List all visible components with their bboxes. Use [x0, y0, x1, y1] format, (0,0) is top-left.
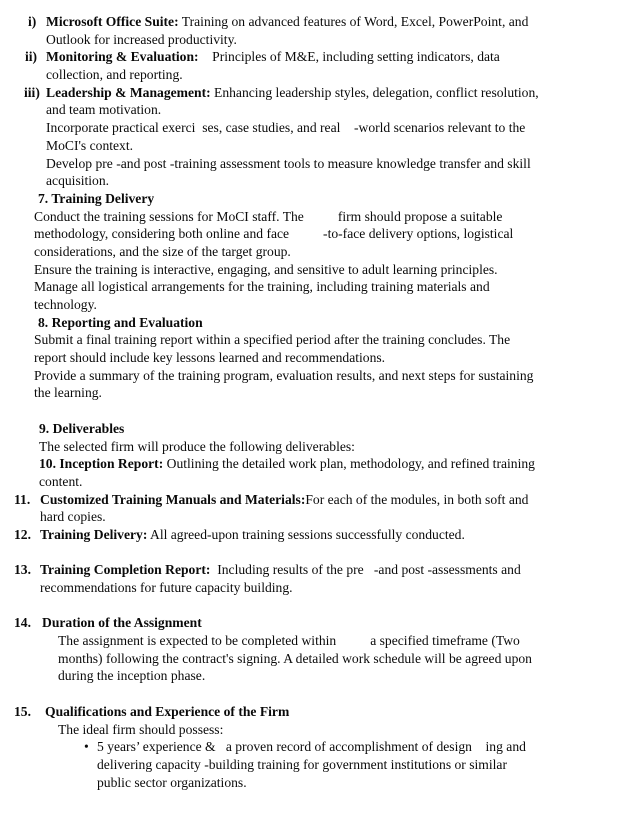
bold-text-run: Qualifications and Experience of the Firm — [45, 703, 290, 719]
text-line — [0, 384, 628, 402]
text-run: Submit a final training report within a specified period after the training concludes. The — [34, 332, 511, 348]
list-marker: 15. — [14, 703, 31, 719]
text-line — [0, 278, 628, 296]
text-run: All agreed-upon training sessions successfully conducted. — [147, 526, 465, 542]
text-run: public sector organizations. — [97, 774, 247, 790]
text-line — [0, 774, 628, 792]
list-marker: 14. — [14, 615, 31, 631]
text-run: Enhancing leadership styles, delegation, conflict resolution, — [210, 84, 539, 100]
text-run: Provide a summary of the training program, evaluation results, and next steps for sustaining — [34, 367, 534, 383]
heading-line — [0, 703, 628, 721]
text-line — [0, 31, 628, 49]
heading-line — [0, 420, 628, 438]
text-run: recommendations for future capacity building. — [40, 580, 293, 595]
text-run: Including results of the pre -and post -assessments and — [210, 562, 521, 578]
bold-text-run: Training Completion Report: — [40, 562, 211, 578]
text-line — [0, 13, 628, 31]
bullet-icon: • — [84, 739, 89, 755]
bold-text-run: 8. Reporting and Evaluation — [38, 314, 203, 330]
text-run: Incorporate practical exerci ses, case studies, and real -world scenarios relevant to the — [46, 120, 526, 136]
text-line — [0, 66, 628, 84]
text-line — [0, 473, 628, 491]
text-run: For each of the modules, in both soft and — [305, 491, 529, 507]
text-line — [0, 48, 628, 66]
text-run: Conduct the training sessions for MoCI staff. The firm should propose a suitable — [34, 208, 503, 224]
text-line — [0, 650, 628, 668]
text-line — [0, 667, 628, 685]
list-marker: 13. — [14, 562, 31, 578]
text-line — [0, 84, 628, 102]
text-run: Ensure the training is interactive, engaging, and sensitive to adult learning principles. — [34, 261, 498, 277]
list-marker: ii) — [25, 49, 38, 65]
text-line — [0, 367, 628, 385]
text-run: technology. — [34, 297, 97, 312]
text-run: 5 years’ experience & a proven record of accomplishment of design ing and — [97, 739, 526, 755]
bold-text-run: Customized Training Manuals and Materials: — [40, 491, 306, 507]
bold-text-run: 9. Deliverables — [39, 420, 125, 436]
list-marker: 11. — [14, 491, 31, 507]
text-run: during the inception phase. — [58, 668, 206, 684]
text-run: Develop pre -and post -training assessment tools to measure knowledge transfer and skill — [46, 155, 531, 171]
text-line — [0, 561, 628, 579]
blank-line — [0, 402, 628, 420]
text-run: The selected firm will produce the following deliverables: — [39, 438, 355, 454]
heading-line — [0, 614, 628, 632]
heading-line — [0, 314, 628, 332]
text-line — [0, 526, 628, 544]
text-run: Principles of M&E, including setting indicators, data — [198, 49, 500, 65]
bold-text-run: Microsoft Office Suite: — [46, 14, 179, 29]
text-run: and team motivation. — [46, 102, 162, 118]
bold-text-run: 10. Inception Report: — [39, 456, 164, 472]
text-run: report should include key lessons learned and recommendations. — [34, 350, 386, 366]
text-line — [0, 208, 628, 226]
bold-text-run: Training Delivery: — [40, 526, 148, 542]
text-line — [0, 756, 628, 774]
text-run: the learning. — [34, 385, 102, 401]
text-line — [0, 155, 628, 173]
text-run: The ideal firm should possess: — [58, 721, 224, 737]
text-line — [0, 455, 628, 473]
blank-line — [0, 597, 628, 615]
text-run: hard copies. — [40, 509, 106, 525]
text-run: Outlining the detailed work plan, methodology, and refined training — [163, 456, 535, 472]
heading-line — [0, 190, 628, 208]
text-line — [0, 261, 628, 279]
text-line — [0, 101, 628, 119]
list-marker: iii) — [24, 84, 40, 100]
text-line — [0, 349, 628, 367]
text-run: acquisition. — [46, 173, 110, 189]
text-run: collection, and reporting. — [46, 67, 183, 83]
text-run: months) following the contract's signing. A detailed work schedule will be agreed upon — [58, 650, 532, 666]
text-line — [0, 738, 628, 756]
text-line — [0, 137, 628, 155]
text-run: The assignment is expected to be completed within a specified timeframe (Two — [58, 633, 520, 649]
bold-text-run: Duration of the Assignment — [42, 615, 202, 631]
text-line — [0, 721, 628, 739]
bold-text-run: Leadership & Management: — [46, 84, 211, 100]
text-line — [0, 243, 628, 261]
text-run: Manage all logistical arrangements for the training, including training materials and — [34, 279, 490, 295]
text-line — [0, 579, 628, 597]
text-line — [0, 491, 628, 509]
text-run: content. — [39, 473, 83, 489]
text-line — [0, 331, 628, 349]
text-run: MoCI's context. — [46, 137, 134, 153]
text-line — [0, 508, 628, 526]
text-line — [0, 632, 628, 650]
bold-text-run: 7. Training Delivery — [38, 190, 155, 206]
blank-line — [0, 544, 628, 562]
text-line — [0, 225, 628, 243]
text-run: methodology, considering both online and face -to-face delivery options, logistical — [34, 226, 514, 242]
text-line — [0, 296, 628, 314]
list-marker: 12. — [14, 526, 31, 542]
text-run: Outlook for increased productivity. — [46, 31, 237, 47]
blank-line — [0, 685, 628, 703]
text-line — [0, 119, 628, 137]
text-line — [0, 172, 628, 190]
text-line — [0, 438, 628, 456]
text-run: Training on advanced features of Word, Excel, PowerPoint, and — [178, 14, 529, 29]
text-run: considerations, and the size of the target group. — [34, 243, 291, 259]
text-run: delivering capacity -building training for government institutions or similar — [97, 756, 507, 772]
bold-text-run: Monitoring & Evaluation: — [46, 49, 199, 65]
list-marker: i) — [28, 14, 37, 29]
